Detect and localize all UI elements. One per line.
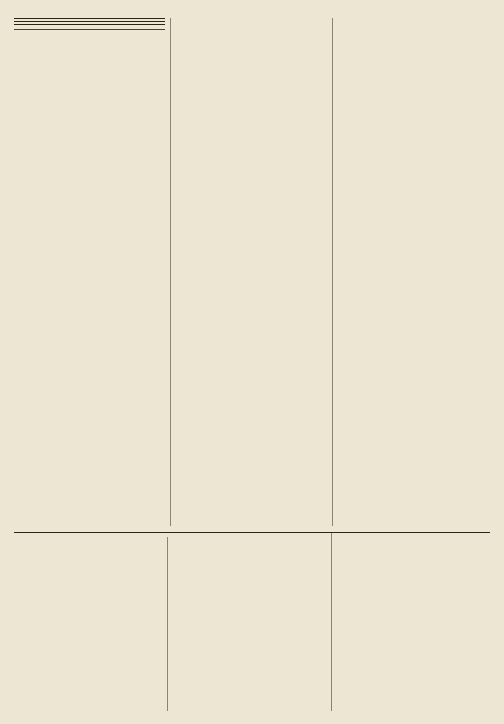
story-column-1 <box>14 537 168 711</box>
story-column-3 <box>338 533 490 711</box>
story-right <box>174 533 490 711</box>
masthead-meta <box>14 18 165 22</box>
left-column <box>14 18 171 526</box>
story-left <box>14 533 168 711</box>
story-column-2 <box>174 533 332 711</box>
feuilleton-section <box>14 532 490 713</box>
middle-column <box>177 18 334 526</box>
right-column <box>339 18 490 526</box>
story-wrap <box>14 533 490 711</box>
masthead <box>14 18 165 25</box>
divider <box>14 29 165 30</box>
top-section <box>14 18 490 526</box>
